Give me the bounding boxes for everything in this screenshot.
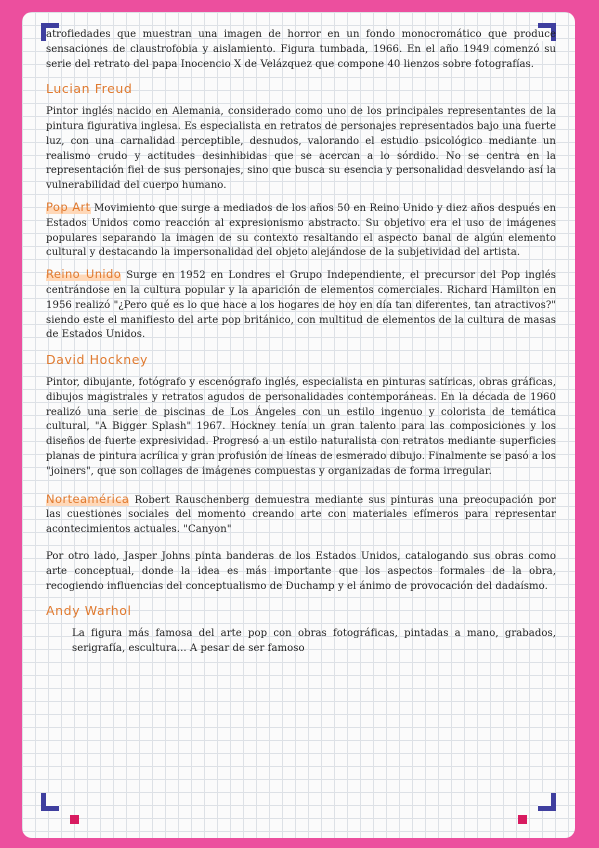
david-hockney-paragraph: Pintor, dibujante, fotógrafo y escenógrafo inglés, especialista en pinturas satíricas, obras gráficas, dibujos magistrales y retratos agudos de personalidades contemporáneas. En la década de 1960 realizó una serie de piscinas de Los Ángeles con un estilo ingenuo y colorista de temática cultural, "A Bigger Splash" 1967. Hockney tenía un gran talento para las composiciones y los diseños de fuerte expresividad. Progresó a un estilo naturalista con retratos mediante superficies planas de pintura acrílica y gran profusión de líneas de esmerado dibujo. Finalmente se pasó a los "joiners", que son collages de imágenes compuestas y organizadas de forma irregular. <box>46 376 556 477</box>
heading-lucian-freud: Lucian Freud <box>46 81 133 97</box>
heading-pop-art: Pop Art <box>46 199 91 214</box>
pop-art-paragraph <box>46 200 556 261</box>
corner-bracket-icon <box>537 792 557 812</box>
notebook-page <box>22 12 575 838</box>
reino-unido-paragraph <box>46 267 556 343</box>
intro-paragraph: atrofiedades que muestran una imagen de horror en un fondo monocromático que produce sensaciones de claustrofobia y aislamiento. Figura tumbada, 1966. En el año 1949 comenzó su serie del retrato del papa Inocencio X de Velázquez que compone 40 lienzos sobre fotografías. <box>46 29 556 70</box>
norteamerica-text: Robert Rauschenberg demuestra mediante sus pinturas una preocupación por las cuestiones sociales del momento creando arte con materiales efímeros para representar acontecimientos actuales. "Canyon" <box>46 494 556 536</box>
heading-reino-unido: Reino Unido <box>46 267 122 282</box>
heading-andy-warhol: Andy Warhol <box>46 603 132 619</box>
pop-art-text: Movimiento que surge a mediados de los años 50 en Reino Unido y diez años después en Estados Unidos como reacción al expresionismo abstracto. Su objetivo era el uso de imágenes populares separando la imagen de su contexto resaltando el aspecto banal de algún elemento cultural y destacando la impersonalidad del objeto alejándose de la subjetividad del artista. <box>46 202 557 259</box>
corner-bracket-icon <box>40 792 60 812</box>
andy-warhol-paragraph: La figura más famosa del arte pop con obras fotográficas, pintadas a mano, grabados, serigrafía, escultura... A pesar de ser famoso <box>72 628 556 654</box>
heading-norteamerica: Norteamérica <box>46 491 130 506</box>
heading-david-hockney: David Hockney <box>46 352 149 368</box>
jasper-johns-paragraph: Por otro lado, Jasper Johns pinta banderas de los Estados Unidos, catalogando sus obras como arte conceptual, donde la idea es más importante que los aspectos formales de la obra, recogiendo influencias del conceptualismo de Duchamp y el ánimo de provocación del dadaísmo. <box>46 550 556 592</box>
lucian-freud-paragraph: Pintor inglés nacido en Alemania, considerado como uno de los principales representantes de la pintura figurativa inglesa. Es especialista en retratos de personajes representados bajo una fuerte luz, con una carnalidad perceptible, desnudos, valorando el estudio psicológico mediante un realismo crudo y actitudes desinhibidas que se acercan a lo sórdido. No se centra en la representación fiel de sus personajes, sino que busca su esencia y personalidad desvelando así la vulnerabilidad del cuerpo humano. <box>46 106 556 192</box>
notes-content <box>46 28 556 663</box>
pink-square-marker <box>70 815 79 824</box>
pink-square-marker <box>518 815 527 824</box>
norteamerica-paragraph <box>46 492 556 538</box>
reino-unido-text: Surge en 1952 en Londres el Grupo Independiente, el precursor del Pop inglés centrándose en la cultura popular y la aparición de elementos comerciales. Richard Hamilton en 1956 realizó "¿Pero qué es lo que hace a los hogares de hoy en día tan diferentes, tan atractivos?" siendo este el manifiesto del arte pop británico, con multitud de elementos de la cultura de masas de Estados Unidos. <box>46 270 556 341</box>
